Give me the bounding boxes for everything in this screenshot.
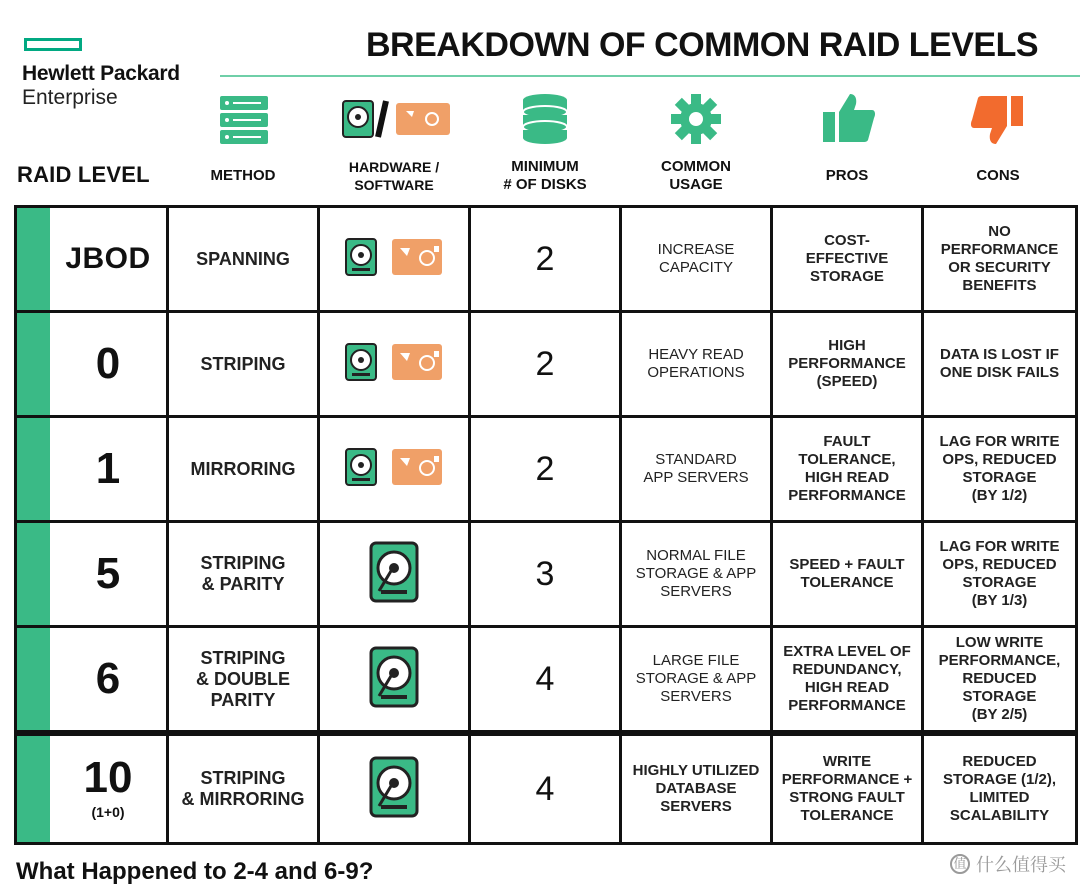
thumbs-up-icon <box>822 92 876 144</box>
table-row <box>14 313 1078 415</box>
raid-level-wrap <box>65 239 150 279</box>
usage-cell <box>622 208 770 310</box>
method-header: METHOD <box>210 167 276 184</box>
server-stack-icon <box>219 95 269 145</box>
cons-text: REDUCED STORAGE (1/2), LIMITED SCALABILITY <box>942 753 1057 824</box>
pros-text: COST- EFFECTIVE STORAGE <box>805 232 889 285</box>
usage-text: NORMAL FILE STORAGE & APP SERVERS <box>635 547 757 600</box>
min-disks-cell <box>471 523 619 625</box>
table-row <box>14 736 1078 842</box>
min-disks-value: 4 <box>535 659 555 698</box>
min-disks-cell <box>471 313 619 415</box>
watermark-icon: 值 <box>950 854 970 874</box>
table-row <box>14 523 1078 625</box>
method-cell <box>169 523 317 625</box>
usage-cell <box>622 628 770 730</box>
software-icon <box>391 343 443 386</box>
raid-level-wrap <box>95 444 121 493</box>
min-disks-value: 2 <box>535 344 555 383</box>
cons-cell <box>924 523 1075 625</box>
cons-cell <box>924 313 1075 415</box>
brand-line1: Hewlett Packard <box>22 62 180 85</box>
raid-level-value: 10 <box>83 753 133 802</box>
method-cell <box>169 418 317 520</box>
raid-level-cell <box>50 523 166 625</box>
hardware-disk-icon <box>345 237 377 282</box>
raid-level-value: JBOD <box>65 242 151 275</box>
raid-level-cell <box>50 208 166 310</box>
cons-cell <box>924 736 1075 842</box>
usage-cell <box>622 523 770 625</box>
pros-header: PROS <box>825 167 869 184</box>
pros-text: FAULT TOLERANCE, HIGH READ PERFORMANCE <box>788 433 906 504</box>
raid-level-cell <box>50 418 166 520</box>
raid-level-cell <box>50 736 166 842</box>
brand-line2: Enterprise <box>22 86 118 109</box>
table-row <box>14 418 1078 520</box>
title-underline <box>220 75 1080 77</box>
min-disks-cell <box>471 418 619 520</box>
hw-sw-cell <box>320 313 468 415</box>
hardware-disk-icon <box>345 447 377 492</box>
method-cell <box>169 313 317 415</box>
hardware-disk-icon <box>345 342 377 387</box>
footer-question: What Happened to 2-4 and 6-9? <box>16 858 374 885</box>
raid-level-cell <box>50 313 166 415</box>
min-disks-cell <box>471 208 619 310</box>
raid-level-value: 6 <box>95 654 121 703</box>
min-disks-cell <box>471 736 619 842</box>
pros-cell <box>773 628 921 730</box>
pros-text: SPEED + FAULT TOLERANCE <box>789 556 905 591</box>
method-cell <box>169 628 317 730</box>
row-accent-bar <box>17 208 50 310</box>
method-text: MIRRORING <box>190 458 296 479</box>
min-disks-value: 2 <box>535 449 555 488</box>
hw-sw-cell <box>320 523 468 625</box>
pros-text: EXTRA LEVEL OF REDUNDANCY, HIGH READ PERFORMANCE <box>783 643 911 714</box>
usage-header: COMMON USAGE <box>661 158 731 193</box>
row-accent-bar <box>17 628 50 730</box>
hardware-disk-icon <box>369 541 419 608</box>
raid-level-value: 1 <box>95 444 121 493</box>
hw-sw-cell <box>320 736 468 842</box>
method-text: STRIPING & DOUBLE PARITY <box>196 647 290 710</box>
hpe-logo-text <box>22 62 180 110</box>
usage-text: HIGHLY UTILIZED DATABASE SERVERS <box>632 762 760 815</box>
method-cell <box>169 736 317 842</box>
row-accent-bar <box>17 313 50 415</box>
watermark <box>950 851 1066 877</box>
cons-text: LAG FOR WRITE OPS, REDUCED STORAGE (BY 1/3) <box>939 538 1060 609</box>
raid-table <box>14 205 1078 845</box>
min-disks-value: 2 <box>535 239 555 278</box>
row-accent-bar <box>17 418 50 520</box>
min-disks-value: 3 <box>535 554 555 593</box>
raid-level-value: 5 <box>95 549 121 598</box>
hw-sw-cell <box>320 628 468 730</box>
database-icon <box>521 93 569 145</box>
pros-text: WRITE PERFORMANCE + STRONG FAULT TOLERANCE <box>781 753 913 824</box>
hw-sw-header: HARDWARE / SOFTWARE <box>348 159 440 193</box>
hw-sw-cell <box>320 208 468 310</box>
usage-text: STANDARD APP SERVERS <box>643 451 749 486</box>
pros-cell <box>773 313 921 415</box>
row-accent-bar <box>17 736 50 842</box>
min-disks-cell <box>471 628 619 730</box>
software-icon <box>391 238 443 281</box>
cons-text: DATA IS LOST IF ONE DISK FAILS <box>939 346 1060 381</box>
method-text: STRIPING & PARITY <box>200 553 286 594</box>
hw-sw-cell <box>320 418 468 520</box>
cons-header: CONS <box>976 167 1020 184</box>
usage-cell <box>622 736 770 842</box>
raid-level-sub: (1+0) <box>91 804 125 820</box>
method-cell <box>169 208 317 310</box>
software-icon <box>391 448 443 491</box>
hardware-software-icon <box>342 97 452 141</box>
pros-text: HIGH PERFORMANCE (SPEED) <box>788 337 906 390</box>
raid-level-wrap <box>83 753 133 820</box>
method-text: STRIPING <box>200 353 286 374</box>
method-text: STRIPING & MIRRORING <box>181 768 305 809</box>
usage-cell <box>622 313 770 415</box>
min-disks-header: MINIMUM # OF DISKS <box>503 158 587 193</box>
usage-cell <box>622 418 770 520</box>
cons-text: NO PERFORMANCE OR SECURITY BENEFITS <box>940 223 1059 294</box>
raid-level-header: RAID LEVEL <box>17 162 150 187</box>
page-title: BREAKDOWN OF COMMON RAID LEVELS <box>366 26 1039 64</box>
hpe-logo-mark <box>24 38 82 51</box>
raid-level-value: 0 <box>95 339 121 388</box>
pros-cell <box>773 208 921 310</box>
pros-cell <box>773 736 921 842</box>
watermark-text: 什么值得买 <box>976 855 1066 875</box>
thumbs-down-icon <box>970 94 1024 146</box>
cons-cell <box>924 418 1075 520</box>
table-row <box>14 208 1078 310</box>
hardware-disk-icon <box>369 756 419 823</box>
cons-cell <box>924 208 1075 310</box>
hardware-disk-icon <box>369 646 419 713</box>
table-row <box>14 628 1078 730</box>
min-disks-value: 4 <box>535 769 555 808</box>
usage-text: HEAVY READ OPERATIONS <box>647 346 745 381</box>
usage-text: INCREASE CAPACITY <box>657 241 735 276</box>
pros-cell <box>773 418 921 520</box>
pros-cell <box>773 523 921 625</box>
raid-level-cell <box>50 628 166 730</box>
raid-level-wrap <box>95 654 121 703</box>
raid-level-wrap <box>95 549 121 598</box>
method-text: SPANNING <box>196 248 290 269</box>
usage-text: LARGE FILE STORAGE & APP SERVERS <box>635 652 757 705</box>
cons-text: LAG FOR WRITE OPS, REDUCED STORAGE (BY 1/2) <box>939 433 1060 504</box>
row-accent-bar <box>17 523 50 625</box>
cons-cell <box>924 628 1075 730</box>
cons-text: LOW WRITE PERFORMANCE, REDUCED STORAGE (BY 2/5) <box>938 634 1061 723</box>
raid-level-wrap <box>95 339 121 388</box>
gear-icon <box>671 94 721 144</box>
